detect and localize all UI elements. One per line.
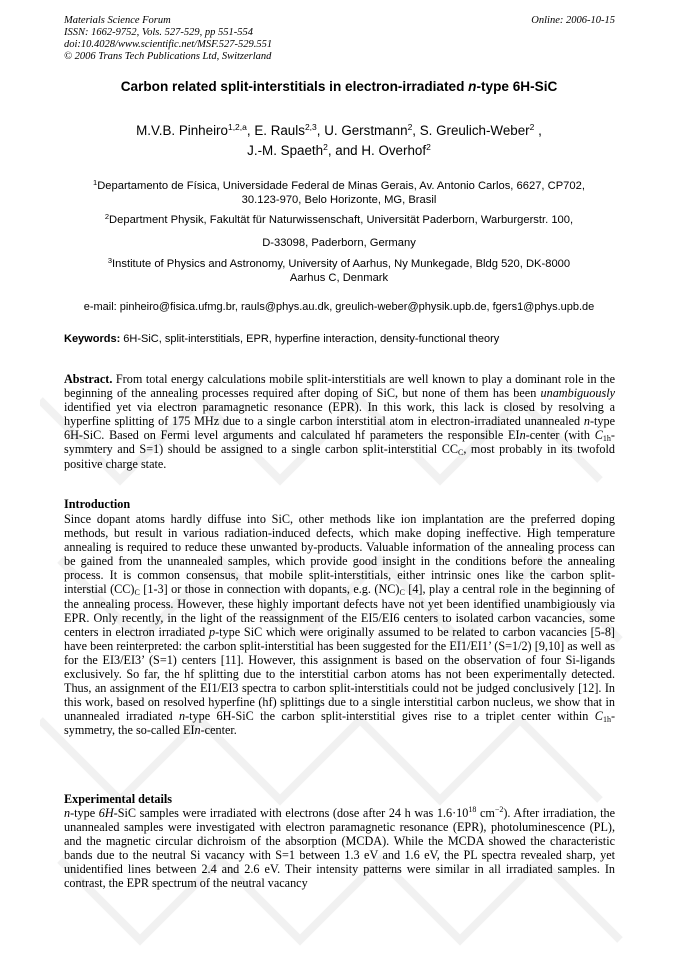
exp-text: -SiC samples were irradiated with electrons (dose after 24 h was 1.6·10: [113, 806, 469, 820]
intro-italic: C: [594, 709, 603, 724]
intro-italic: p: [209, 624, 216, 639]
intro-sub: C: [399, 588, 405, 598]
author-separator: ,: [534, 123, 542, 138]
affiliation-sup: 3: [107, 256, 113, 265]
journal-header: [64, 15, 615, 63]
affiliation-text: Aarhus C, Denmark: [289, 272, 389, 284]
intro-italic: n: [178, 709, 186, 724]
paper-title: [30, 79, 648, 94]
abstract-text: -type 6H-SiC. Based on Fermi level arguments and calculated hf parameters the responsible EI: [64, 414, 615, 443]
affiliation-3: [30, 257, 648, 285]
title-italic: n: [468, 79, 477, 94]
affiliation-text: Departamento de Física, Universidade Federal de Minas Gerais, Av. Antonio Carlos, 6627, CP702,: [97, 180, 585, 192]
abstract-text: , most probably in its twofold positive charge state.: [64, 442, 615, 471]
keywords-text: 6H-SiC, split-interstitials, EPR, hyperfine interaction, density-functional theory: [120, 333, 500, 345]
abstract-sub: 1h: [602, 434, 611, 444]
author-name: , U. Gerstmann: [316, 123, 408, 138]
abstract-text: From total energy calculations mobile split-interstitials are well known to play a dominant role in the beginning of the annealing processes required after doping of SiC, but none of them has been: [64, 372, 615, 401]
author-list: [30, 121, 648, 161]
intro-text: [1-3] or those in connection with dopants, e.g. (NC): [139, 582, 400, 597]
intro-sub: C: [134, 588, 140, 598]
abstract: [64, 372, 615, 471]
title-text: Carbon related split-interstitials in electron-irradiated: [120, 79, 469, 94]
author-affil-sup: 2: [407, 122, 413, 132]
intro-text: -type 6H-SiC the carbon split-interstitial gives rise to a triplet center within: [185, 709, 595, 724]
affiliation-line: [30, 179, 648, 193]
affiliation-text: Institute of Physics and Astronomy, University of Aarhus, Ny Munkegade, Bldg 520, DK-8000: [112, 258, 571, 270]
abstract-text: -center (with: [525, 428, 595, 443]
abstract-text: -symmtery and S=1) should be assigned to a single carbon split-interstitial CC: [64, 428, 615, 457]
author-affil-sup: 2: [529, 122, 535, 132]
affiliation-text: D-33098, Paderborn, Germany: [262, 237, 416, 249]
exp-text: cm: [476, 806, 495, 820]
keywords: [64, 333, 624, 345]
intro-italic: n: [194, 723, 201, 738]
exp-italic: 6H: [98, 806, 114, 820]
affiliation-text: 30.123-970, Belo Horizonte, MG, Brasil: [241, 194, 437, 206]
intro-sub: 1h: [602, 715, 611, 725]
affiliation-line: [30, 213, 648, 227]
intro-text: -center.: [200, 723, 237, 738]
exp-italic: n: [64, 806, 71, 820]
author-name: , and H. Overhof: [327, 143, 427, 158]
affiliation-sup: 1: [93, 178, 98, 187]
intro-text: Since dopant atoms hardly diffuse into SiC, other methods like ion implantation are the preferred doping methods, but result in various radiation-induced defects, which make doping ineffective. High temperature annealing is required to reduce these unwanted by-products. Valuable information of the annealing process can be gained from the unannealed samples, which provide good insight in the conditions before the annealing process. It is common consensus, that mobile split-interstitials, either intrinsic ones like the carbon split-interstial (CC): [64, 512, 615, 597]
exp-sup: −2: [494, 805, 504, 814]
author-line-2: [30, 141, 648, 161]
introduction-heading: Introduction: [64, 497, 131, 511]
copyright-line: © 2006 Trans Tech Publications Ltd, Switzerland: [64, 51, 272, 62]
author-name: , S. Greulich-Weber: [412, 123, 530, 138]
intro-text: -type SiC which were originally assumed to be related to carbon vacancies [5-8] have been reinterpreted: the carbon split-interstitial has been suggested for the EI1/EI1’ (S=1/2) [9,10] as well as for the EI3/EI3’ (S=1) centers [11]. However, this assignment is based on the observation of four Si-ligands exclusively. So far, the hf splitting due to the interstitial carbon atoms has not been experimentally detected. Thus, an assignment of the EI1/EI3 spectra to carbon split-interstitials could not be judged conclusively [12]. In this work, based on resolved hyperfine (hf) splittings due to a single interstitial carbon nucleus, we show that in unannealed irradiated: [64, 624, 615, 724]
abstract-italic: n: [519, 428, 526, 443]
doi-line: doi:10.4028/www.scientific.net/MSF.527-529.551: [64, 39, 273, 50]
intro-text: -symmetry, the so-called EI: [64, 709, 615, 738]
experimental-heading: Experimental details: [64, 792, 172, 806]
email-line: e-mail: pinheiro@fisica.ufmg.br, rauls@phys.au.dk, greulich-weber@physik.upb.de, fgers1@phys.upb.de: [83, 301, 595, 313]
abstract-label: Abstract.: [64, 372, 113, 386]
affiliation-2: [30, 213, 648, 250]
affiliation-1: [30, 179, 648, 207]
abstract-sub: C: [457, 448, 464, 458]
online-date: Online: 2006-10-15: [531, 15, 615, 26]
author-name: , E. Rauls: [246, 123, 305, 138]
author-line-1: [30, 121, 648, 141]
affiliation-sup: 2: [104, 212, 110, 221]
affiliation-line: [30, 257, 648, 271]
abstract-italic: unambiguously: [540, 386, 615, 401]
issn-line: ISSN: 1662-9752, Vols. 527-529, pp 551-554: [64, 27, 253, 38]
author-affil-sup: 2: [323, 142, 328, 152]
author-affil-sup: 2,3: [304, 122, 317, 132]
author-affil-sup: 1,2,a: [227, 122, 247, 132]
exp-text: ). After irradiation, the unannealed samples were investigated with electron paramagnetic resonance (EPR), photoluminescence (PL), and the magnetic circular dichroism of the absorption (MCDA). While the MCDA showed the characteristic bands due to the neutral Si vacancy with S=1 between 1.3 eV and 1.6 eV, the PL spectra revealed sharp, yet unidentified lines between 2.4 and 2.6 eV. Their intensity patterns were similar in all irradiated samples. In contrast, the EPR spectrum of the neutral vacancy: [64, 806, 616, 891]
abstract-italic: n: [583, 414, 590, 429]
journal-name: Materials Science Forum: [64, 15, 171, 26]
title-text-end: -type 6H-SiC: [476, 79, 558, 94]
introduction-body: [64, 512, 615, 738]
abstract-italic: C: [594, 428, 603, 443]
affiliation-text: Department Physik, Fakultät für Naturwissenschaft, Universität Paderborn, Warburgerstr. 100,: [109, 214, 574, 226]
keywords-label: Keywords:: [64, 333, 121, 345]
intro-text: [4], play a central role in the beginning of the annealing process. However, these highly important defects have not yet been identified unambigiously via EPR. Only recently, in the light of the reassignment of the EI5/EI6 centers to isolated carbon vacancies, some centers in electron irradiated: [64, 582, 615, 639]
exp-text: -type: [70, 806, 99, 820]
author-name: M.V.B. Pinheiro: [136, 123, 228, 138]
experimental-body: [64, 806, 615, 891]
exp-sup: 18: [468, 805, 477, 814]
author-name: J.-M. Spaeth: [247, 143, 324, 158]
abstract-text: identified yet via electron paramagnetic resonance (EPR). In this work, this lack is closed by resolving a hyperfine splitting of 175 MHz due to a single carbon interstitial atom in electron-irradiated unannealed: [64, 400, 615, 429]
author-affil-sup: 2: [426, 142, 431, 152]
